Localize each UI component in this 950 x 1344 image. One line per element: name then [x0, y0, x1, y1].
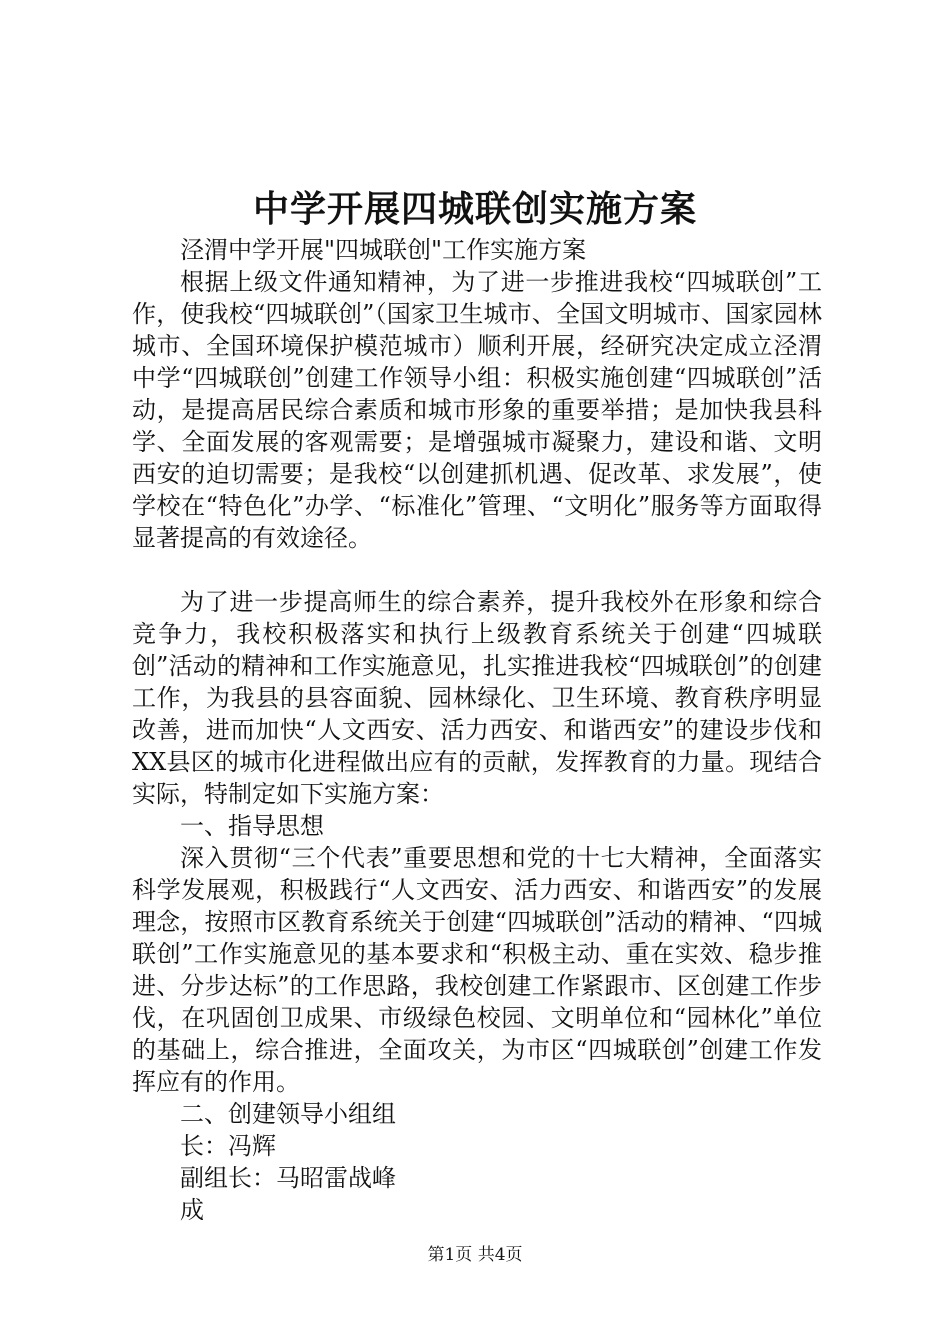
deputy-leader-line: 副组长：马昭雷战峰: [180, 1164, 396, 1192]
section-heading-guiding-ideology: 一、指导思想: [180, 812, 324, 840]
paragraph-purpose: 为了进一步提高师生的综合素养，提升我校外在形象和综合竞争力，我校积极落实和执行上级教育系统关于创建“四城联创”活动的精神和工作实施意见，扎实推进我校“四城联创”的创建工作，为我县的县容面貌、园林绿化、卫生环境、教育秩序明显改善，进而加快“人文西安、活力西安、和谐西安”的建设步伐和XX县区的城市化进程做出应有的贡献，发挥教育的力量。现结合实际，特制定如下实施方案：: [132, 588, 822, 808]
paragraph-intro: 根据上级文件通知精神，为了进一步推进我校“四城联创”工作，使我校“四城联创”（国家卫生城市、全国文明城市、国家园林城市、全国环境保护模范城市）顺利开展，经研究决定成立泾渭中学“四城联创”创建工作领导小组：积极实施创建“四城联创”活动，是提高居民综合素质和城市形象的重要举措；是加快我县科学、全面发展的客观需要；是增强城市凝聚力，建设和谐、文明西安的迫切需要；是我校“以创建抓机遇、促改革、求发展”，使学校在“特色化”办学、“标准化”管理、“文明化”服务等方面取得显著提高的有效途径。: [132, 268, 822, 552]
document-title: 中学开展四城联创实施方案: [252, 188, 697, 230]
leader-line: 长：冯辉: [180, 1132, 276, 1160]
page-footer: 第1页 共4页: [427, 1245, 523, 1265]
document-body: [132, 234, 822, 1226]
members-line: 成: [180, 1196, 204, 1224]
section-heading-leadership-group: 二、创建领导小组组: [180, 1100, 396, 1128]
document-subtitle: 泾渭中学开展"四城联创"工作实施方案: [180, 236, 587, 264]
paragraph-guiding-ideology: 深入贯彻“三个代表”重要思想和党的十七大精神，全面落实科学发展观，积极践行“人文西安、活力西安、和谐西安”的发展理念，按照市区教育系统关于创建“四城联创”活动的精神、“四城联创”工作实施意见的基本要求和“积极主动、重在实效、稳步推进、分步达标”的工作思路，我校创建工作紧跟市、区创建工作步伐，在巩固创卫成果、市级绿色校园、文明单位和“园林化”单位的基础上，综合推进，全面攻关，为市区“四城联创”创建工作发挥应有的作用。: [132, 844, 822, 1096]
paragraph-gap: [132, 554, 822, 586]
